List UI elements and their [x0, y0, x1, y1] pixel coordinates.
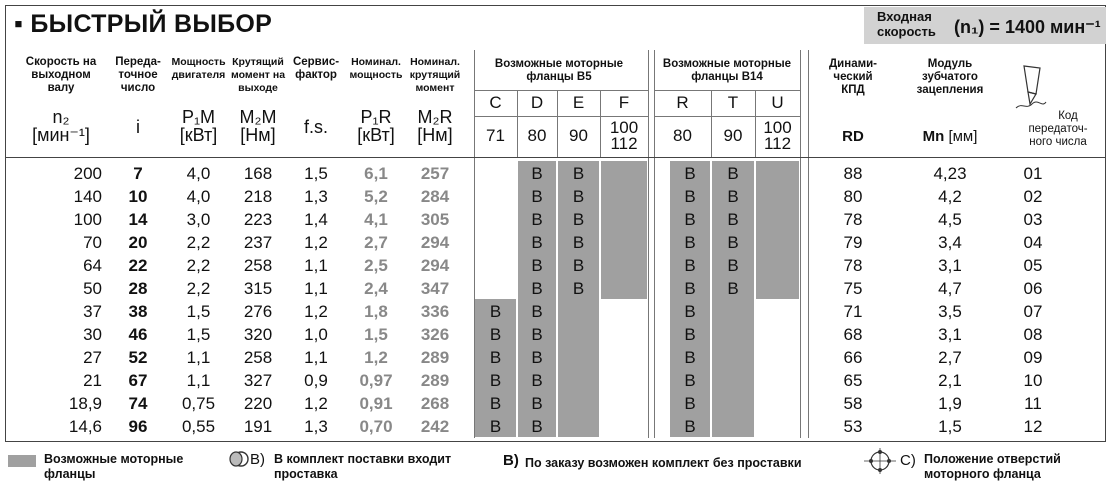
cell-fs: 1,5	[304, 164, 328, 183]
cell-fs: 1,2	[304, 394, 328, 413]
cell-p1r: 5,2	[364, 187, 388, 206]
input-speed-value: (n₁) = 1400 мин⁻¹	[954, 17, 1101, 37]
cell-i: 67	[128, 371, 148, 390]
cell-m2m: 320	[243, 325, 273, 344]
cell-i: 38	[128, 302, 148, 321]
cell-code: 01	[1023, 164, 1043, 183]
cell-code: 06	[1023, 279, 1043, 298]
cell-m2m: 258	[243, 348, 273, 367]
cell-p1r: 4,1	[364, 210, 388, 229]
cell-mn: 2,1	[938, 371, 962, 390]
cell-m2r: 305	[420, 210, 450, 229]
cell-p1m: 3,0	[186, 210, 211, 229]
cell-b14: B	[684, 164, 696, 183]
cell-fs: 0,9	[304, 371, 328, 390]
cell-b14: B	[684, 371, 696, 390]
b14-letter-u: U	[771, 93, 784, 112]
legend-b2-text: По заказу возможен комплект без проставки	[525, 456, 802, 470]
cell-p1r: 2,7	[364, 233, 388, 252]
cell-i: 96	[128, 417, 148, 436]
page-title: ▪ БЫСТРЫЙ ВЫБОР	[14, 10, 273, 38]
cell-code: 11	[1024, 394, 1042, 413]
cell-b14: B	[727, 187, 739, 206]
header-code: Код передаточ- ного числа	[1028, 110, 1088, 148]
cell-p1m: 2,2	[186, 256, 211, 275]
legend-b-text: В комплект поставки входит проставка	[274, 452, 452, 481]
header-bottom-line	[5, 157, 1106, 158]
cell-m2r: 347	[420, 279, 450, 298]
cell-i: 20	[128, 233, 148, 252]
cell-code: 12	[1023, 417, 1043, 436]
cell-m2r: 289	[420, 371, 450, 390]
sym-nom-power: P₁R [кВт]	[357, 107, 395, 145]
cell-p1m: 0,75	[181, 394, 216, 413]
cell-code: 09	[1023, 348, 1043, 367]
cell-n2: 64	[83, 256, 102, 275]
header-service: Сервис- фактор	[292, 56, 340, 81]
cell-rd: 71	[843, 302, 863, 321]
cell-p1m: 1,5	[186, 302, 211, 321]
cell-n2: 37	[83, 302, 102, 321]
cell-m2m: 315	[243, 279, 273, 298]
input-speed-box	[864, 7, 1106, 44]
cell-rd: 78	[843, 210, 863, 229]
cell-i: 52	[128, 348, 148, 367]
b5-letter-f: F	[618, 93, 630, 112]
cell-mn: 1,5	[938, 417, 962, 436]
legend-c-text: Положение отверстий моторного фланца	[924, 452, 1061, 481]
cell-m2r: 336	[420, 302, 450, 321]
cell-i: 14	[128, 210, 148, 229]
cell-n2: 140	[73, 187, 102, 206]
header-b14: Возможные моторные фланцы B14	[662, 58, 792, 83]
cell-m2m: 191	[243, 417, 273, 436]
cell-m2r: 294	[420, 256, 450, 275]
cell-mn: 3,5	[938, 302, 962, 321]
cell-n2: 30	[83, 325, 102, 344]
cell-rd: 75	[843, 279, 863, 298]
cell-b5: B	[489, 394, 502, 413]
cell-b5: B	[572, 210, 585, 229]
divider	[755, 90, 756, 157]
cell-b5: B	[531, 164, 543, 183]
cell-rd: 78	[843, 256, 863, 275]
cell-rd: 79	[843, 233, 863, 252]
cell-n2: 14,6	[68, 417, 102, 436]
flange-shade	[601, 161, 647, 299]
pencil-icon	[1012, 64, 1052, 112]
cell-n2: 18,9	[68, 394, 102, 413]
cell-b5: B	[531, 394, 543, 413]
cell-b5: B	[531, 187, 543, 206]
cell-b5: B	[572, 256, 585, 275]
cell-fs: 1,1	[304, 256, 328, 275]
sym-power: P₁M [кВт]	[179, 107, 218, 145]
cell-b5: B	[572, 187, 585, 206]
cell-p1m: 0,55	[181, 417, 216, 436]
cell-b14: B	[684, 187, 696, 206]
cell-rd: 68	[843, 325, 863, 344]
cell-rd: 53	[843, 417, 863, 436]
cell-m2m: 223	[243, 210, 273, 229]
b5-letter-c: C	[489, 93, 502, 112]
input-speed-label-2: скорость	[877, 24, 936, 39]
b14-size-r: 80	[673, 126, 692, 145]
cell-m2r: 284	[420, 187, 450, 206]
cell-m2m: 237	[243, 233, 273, 252]
cell-code: 02	[1023, 187, 1043, 206]
cell-code: 10	[1023, 371, 1043, 390]
divider	[600, 90, 601, 157]
b5-size-e: 90	[569, 126, 588, 145]
divider	[654, 90, 800, 91]
cell-mn: 4,7	[938, 279, 962, 298]
cell-b14: B	[684, 302, 696, 321]
sym-ratio: i	[136, 117, 140, 137]
cell-i: 46	[128, 325, 148, 344]
cell-b5: B	[531, 371, 543, 390]
cell-b14: B	[727, 256, 739, 275]
sym-module: Mn [мм]	[922, 128, 978, 145]
header-module: Модуль зубчатого зацепления	[916, 58, 984, 96]
sym-service: f.s.	[303, 117, 328, 137]
cell-m2m: 276	[243, 302, 273, 321]
cell-b5: B	[572, 164, 585, 183]
b5-letter-d: D	[530, 93, 544, 112]
cell-i: 28	[128, 279, 148, 298]
legend-b2-label: B)	[503, 452, 519, 469]
cell-mn: 2,7	[938, 348, 962, 367]
cell-b5: B	[531, 256, 543, 275]
header-nom-power: Номинал. мощность	[349, 56, 403, 81]
cell-rd: 80	[843, 187, 863, 206]
cell-b5: B	[531, 279, 543, 298]
header-torque: Крутящий момент на выходе	[230, 56, 286, 94]
cell-b14: B	[684, 325, 696, 344]
header-b5: Возможные моторные фланцы B5	[494, 58, 624, 83]
cell-p1r: 0,70	[359, 417, 393, 436]
cell-p1r: 1,2	[364, 348, 388, 367]
cell-b14: B	[684, 210, 696, 229]
cell-p1m: 1,1	[186, 371, 211, 390]
cell-b5: B	[489, 302, 502, 321]
cell-m2m: 168	[243, 164, 273, 183]
legend-swatch	[8, 455, 36, 467]
cell-b5: B	[489, 371, 502, 390]
cell-fs: 1,1	[304, 348, 328, 367]
divider	[711, 90, 712, 157]
flange-holes-icon	[862, 448, 898, 474]
cell-code: 07	[1023, 302, 1043, 321]
cell-code: 03	[1023, 210, 1043, 229]
divider	[654, 50, 655, 438]
cell-p1r: 2,4	[364, 279, 388, 298]
b14-size-u: 100 112	[763, 118, 792, 153]
cell-m2r: 257	[420, 164, 450, 183]
b5-size-f: 100 112	[609, 118, 639, 153]
cell-b14: B	[684, 394, 696, 413]
b14-size-t: 90	[723, 126, 743, 145]
b5-size-d: 80	[527, 126, 547, 145]
cell-n2: 200	[73, 164, 102, 183]
b14-letter-t: T	[727, 93, 739, 112]
cell-code: 04	[1023, 233, 1043, 252]
sym-nom-torque: M₂R [Нм]	[417, 107, 453, 145]
cell-p1r: 0,91	[359, 394, 393, 413]
cell-b5: B	[572, 233, 585, 252]
cell-p1r: 6,1	[364, 164, 388, 183]
divider	[557, 90, 558, 157]
cell-n2: 21	[83, 371, 102, 390]
cell-n2: 50	[83, 279, 102, 298]
cell-rd: 58	[843, 394, 863, 413]
cell-m2m: 327	[243, 371, 273, 390]
sym-eff: RD	[842, 128, 864, 145]
cell-b5: B	[531, 210, 543, 229]
cell-p1r: 1,8	[364, 302, 388, 321]
sym-speed: n₂ [мин⁻¹]	[32, 107, 90, 145]
cell-mn: 4,5	[938, 210, 962, 229]
cell-m2r: 289	[420, 348, 450, 367]
cell-b5: B	[489, 417, 502, 436]
divider	[808, 50, 809, 438]
cell-fs: 1,0	[304, 325, 328, 344]
cell-m2r: 268	[420, 394, 450, 413]
cell-fs: 1,3	[304, 417, 328, 436]
cell-fs: 1,1	[304, 279, 328, 298]
legend-b-label: B)	[250, 451, 265, 468]
cell-code: 08	[1023, 325, 1043, 344]
header-eff: Динами- ческий КПД	[828, 58, 877, 96]
cell-n2: 100	[73, 210, 102, 229]
divider	[517, 90, 518, 157]
cell-b5: B	[572, 279, 585, 298]
cell-b14: B	[684, 233, 696, 252]
b5-size-c: 71	[486, 126, 505, 145]
cell-i: 74	[128, 394, 148, 413]
cell-b14: B	[727, 210, 739, 229]
cell-i: 7	[133, 164, 143, 183]
cell-mn: 4,23	[933, 164, 967, 183]
cell-m2m: 220	[243, 394, 273, 413]
divider	[654, 116, 800, 117]
cell-b5: B	[531, 348, 543, 367]
cell-b14: B	[684, 256, 696, 275]
cell-mn: 3,1	[938, 325, 962, 344]
cell-p1r: 2,5	[364, 256, 388, 275]
cell-p1m: 1,1	[186, 348, 211, 367]
cell-n2: 70	[83, 233, 102, 252]
divider	[474, 90, 648, 91]
cell-b14: B	[727, 233, 739, 252]
cell-rd: 65	[843, 371, 863, 390]
cell-mn: 4,2	[938, 187, 962, 206]
cell-b5: B	[531, 325, 543, 344]
cell-m2r: 326	[420, 325, 450, 344]
cell-b14: B	[684, 348, 696, 367]
cell-p1m: 1,5	[186, 325, 211, 344]
divider	[474, 116, 648, 117]
header-power: Мощность двигателя	[171, 56, 226, 81]
cell-b5: B	[531, 233, 543, 252]
cell-fs: 1,2	[304, 302, 328, 321]
cell-b5: B	[489, 348, 502, 367]
input-speed-label-1: Входная	[877, 9, 932, 24]
b5-letter-e: E	[572, 93, 585, 112]
cell-p1m: 2,2	[186, 279, 211, 298]
cell-fs: 1,3	[304, 187, 328, 206]
spacer-ring-icon	[228, 450, 250, 468]
cell-m2m: 258	[243, 256, 273, 275]
cell-fs: 1,2	[304, 233, 328, 252]
divider	[800, 50, 801, 438]
cell-mn: 3,1	[938, 256, 962, 275]
cell-b14: B	[727, 279, 739, 298]
cell-b5: B	[531, 417, 543, 436]
cell-mn: 1,9	[938, 394, 962, 413]
legend	[0, 446, 1114, 500]
header-ratio: Переда- точное число	[115, 56, 161, 94]
header-nom-torque: Номинал. крутящий момент	[409, 56, 461, 94]
cell-p1m: 4,0	[186, 164, 211, 183]
cell-n2: 27	[83, 348, 102, 367]
cell-mn: 3,4	[938, 233, 962, 252]
cell-fs: 1,4	[304, 210, 328, 229]
cell-m2m: 218	[243, 187, 273, 206]
cell-m2r: 242	[420, 417, 450, 436]
sym-torque: M₂M [Нм]	[239, 107, 277, 145]
cell-p1r: 1,5	[364, 325, 388, 344]
cell-code: 05	[1023, 256, 1043, 275]
legend-c-label: C)	[900, 452, 916, 469]
cell-m2r: 294	[420, 233, 450, 252]
flange-shade	[756, 161, 799, 299]
cell-b14: B	[684, 279, 696, 298]
cell-b14: B	[684, 417, 696, 436]
cell-b14: B	[727, 164, 739, 183]
divider	[648, 50, 649, 438]
header-speed: Скорость на выходном валу	[25, 56, 97, 94]
cell-rd: 66	[843, 348, 863, 367]
cell-p1m: 4,0	[186, 187, 211, 206]
cell-i: 22	[128, 256, 148, 275]
cell-b5: B	[489, 325, 502, 344]
cell-b5: B	[531, 302, 543, 321]
b14-letter-r: R	[676, 93, 689, 112]
cell-p1r: 0,97	[359, 371, 393, 390]
legend-shaded-text: Возможные моторные фланцы	[44, 452, 184, 481]
cell-p1m: 2,2	[186, 233, 211, 252]
cell-i: 10	[128, 187, 148, 206]
cell-rd: 88	[843, 164, 863, 183]
